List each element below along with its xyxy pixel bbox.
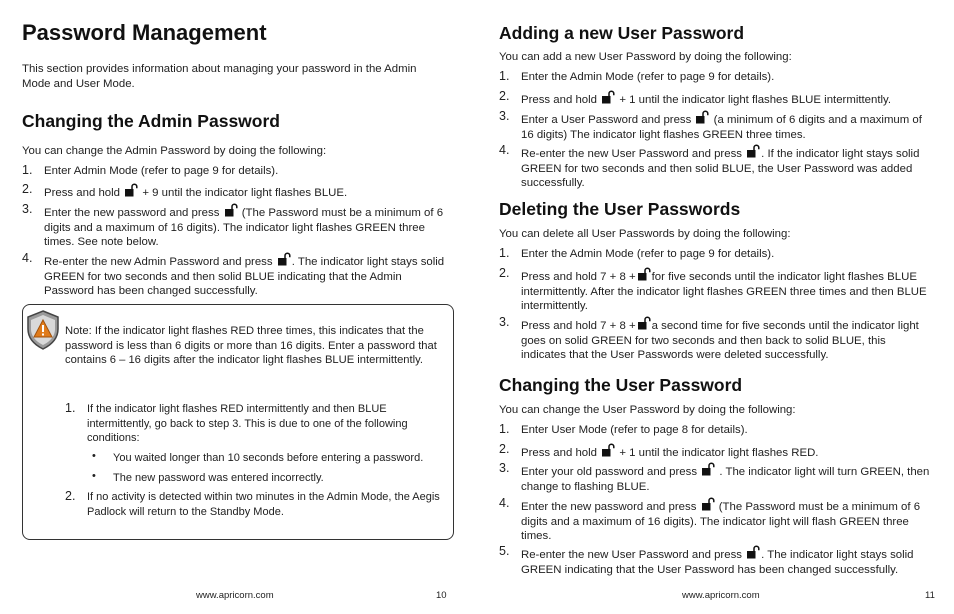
note-bullet-1: You waited longer than 10 seconds before entering a password.	[113, 452, 424, 464]
delete-step-1	[521, 247, 931, 262]
step-text: Enter your old password and press	[521, 466, 698, 478]
step-number: 3.	[499, 461, 510, 475]
add-step-3	[521, 110, 931, 142]
bullet-dot: •	[92, 450, 96, 462]
admin-lead-text: You can change the Admin Password by doing the following:	[22, 145, 327, 157]
add-step-4	[521, 144, 931, 191]
step-number: 4.	[499, 496, 510, 510]
step-text: . If the indicator light stays solid GREEN for two seconds and then solid BLUE, the User Password was added successfully.	[521, 148, 920, 190]
step-text: Enter User Mode (refer to page 8 for details).	[521, 424, 748, 436]
step-text: a second time for five seconds until the indicator light goes on solid GREEN for two seconds and then back to solid BLUE, this indicates that the User Passwords were deleted successfully.	[521, 320, 919, 362]
step-number: 3.	[499, 315, 510, 329]
change-step-5	[521, 545, 933, 577]
step-text: Enter the Admin Mode (refer to page 9 for details).	[521, 248, 775, 260]
change-step-4	[521, 497, 933, 544]
step-text: Re-enter the new User Password and press	[521, 549, 742, 561]
add-lead-text: You can add a new User Password by doing the following:	[499, 51, 792, 63]
page-number: 11	[925, 590, 935, 601]
lock-icon	[746, 545, 760, 559]
right-page	[477, 0, 954, 614]
lock-icon	[601, 90, 615, 104]
step-text: Enter the new password and press	[44, 207, 220, 219]
delete-step-2	[521, 267, 933, 314]
step-text: (The Password must be a minimum of 6 digits and a maximum of 16 digits). The indicator light will flash GREEN three times.	[521, 501, 921, 543]
note-bullet-2: The new password was entered incorrectly.	[113, 472, 324, 484]
footer-url: www.apricorn.com	[196, 590, 274, 601]
change-user-password-heading: Changing the User Password	[499, 375, 743, 395]
page-number: 10	[436, 590, 447, 601]
note-text: Note: If the indicator light flashes RED three times, this indicates that the password is less than 6 digits or more than 16 digits. Enter a password that contains 6 – 16 digits after the indicator light flashes BLUE intermittently.	[65, 325, 437, 367]
lock-icon	[701, 462, 715, 476]
bullet-dot: •	[92, 470, 96, 482]
step-text: . The indicator light stays solid GREEN for two seconds and then solid BLUE indicating that the Admin Password has been changed successfully.	[44, 256, 445, 298]
lock-icon	[637, 267, 651, 281]
step-text: + 1 until the indicator light flashes RED.	[619, 447, 819, 459]
step-text: for five seconds until the indicator light flashes BLUE intermittently. After the indicator light flashes GREEN three times and then BLUE intermittently.	[521, 271, 927, 313]
admin-step-3	[44, 203, 454, 250]
note-item-number: 1.	[65, 401, 76, 415]
change-step-3	[521, 462, 931, 494]
admin-step-1	[44, 164, 454, 179]
delete-user-passwords-heading: Deleting the User Passwords	[499, 199, 741, 219]
step-number: 1.	[499, 422, 510, 436]
step-number: 2.	[22, 182, 33, 196]
lock-icon	[277, 252, 291, 266]
delete-step-3	[521, 316, 933, 363]
step-text: (The Password must be a minimum of 6 digits and a maximum of 16 digits). The indicator light flashes GREEN three times. See note below.	[44, 207, 444, 249]
note-item-number: 2.	[65, 489, 76, 503]
step-number: 2.	[499, 89, 510, 103]
step-text: Press and hold	[521, 94, 597, 106]
lock-icon	[124, 183, 138, 197]
step-text: (a minimum of 6 digits and a maximum of 16 digits) The indicator light flashes GREEN three times.	[521, 114, 922, 141]
step-number: 5.	[499, 544, 510, 558]
step-text: Re-enter the new Admin Password and press	[44, 256, 273, 268]
note-item-1: If the indicator light flashes RED intermittently and then BLUE intermittently, go back to step 3. This is due to one of the following conditions:	[87, 403, 408, 445]
step-text: Enter Admin Mode (refer to page 9 for details).	[44, 165, 279, 177]
step-text: . The indicator light stays solid GREEN indicating that the User Password has been changed successfully.	[521, 549, 914, 576]
step-text: . The indicator light will turn GREEN, then change to flashing BLUE.	[521, 466, 930, 493]
change-step-2	[521, 443, 931, 461]
step-number: 4.	[499, 143, 510, 157]
lock-icon	[601, 443, 615, 457]
step-number: 3.	[499, 109, 510, 123]
change-lead-text: You can change the User Password by doing the following:	[499, 404, 796, 416]
intro-paragraph: This section provides information about managing your password in the Admin Mode and User Mode.	[22, 63, 417, 90]
change-step-1	[521, 423, 931, 438]
step-number: 4.	[22, 251, 33, 265]
step-number: 2.	[499, 442, 510, 456]
admin-step-4	[44, 252, 454, 299]
lock-icon	[637, 316, 651, 330]
lock-icon	[695, 110, 709, 124]
step-text: Re-enter the new User Password and press	[521, 148, 742, 160]
step-number: 1.	[499, 69, 510, 83]
step-number: 1.	[499, 246, 510, 260]
step-text: Enter the new password and press	[521, 501, 697, 513]
delete-lead-text: You can delete all User Passwords by doing the following:	[499, 228, 791, 240]
lock-icon	[224, 203, 238, 217]
step-text: Press and hold 7 + 8 +	[521, 271, 636, 283]
lock-icon	[746, 144, 760, 158]
warning-shield-icon	[26, 310, 60, 350]
step-text: + 9 until the indicator light flashes BLUE.	[142, 187, 348, 199]
step-number: 2.	[499, 266, 510, 280]
step-text: Press and hold	[44, 187, 120, 199]
admin-password-heading: Changing the Admin Password	[22, 111, 280, 131]
page-title: Password Management	[22, 20, 267, 45]
admin-step-2	[44, 183, 454, 201]
step-text: Enter a User Password and press	[521, 114, 692, 126]
step-text: Press and hold	[521, 447, 597, 459]
add-user-password-heading: Adding a new User Password	[499, 23, 745, 43]
step-text: + 1 until the indicator light flashes BLUE intermittently.	[619, 94, 892, 106]
footer-url: www.apricorn.com	[682, 590, 760, 601]
step-number: 3.	[22, 202, 33, 216]
step-number: 1.	[22, 163, 33, 177]
step-text: Enter the Admin Mode (refer to page 9 for details).	[521, 71, 775, 83]
note-item-2: If no activity is detected within two minutes in the Admin Mode, the Aegis Padlock will return to the Standby Mode.	[87, 491, 440, 518]
add-step-1	[521, 70, 931, 85]
step-text: Press and hold 7 + 8 +	[521, 320, 636, 332]
add-step-2	[521, 90, 931, 108]
lock-icon	[701, 497, 715, 511]
